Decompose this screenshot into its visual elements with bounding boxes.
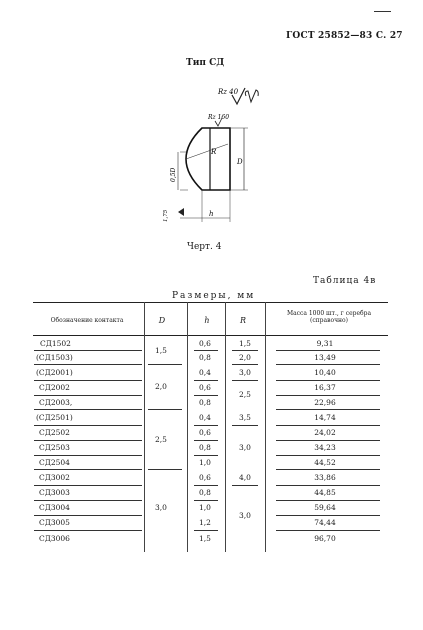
cell-h: 0,6 <box>199 428 211 437</box>
row-rule <box>34 455 142 456</box>
cell-D: 1,5 <box>155 346 167 355</box>
cell-rule <box>276 425 380 426</box>
cell-mass: 33,86 <box>314 473 336 482</box>
row-name: СД2503 <box>39 443 70 452</box>
dim-h-label: h <box>209 210 214 218</box>
cell-D: 2,0 <box>155 382 167 391</box>
cell-h: 1,0 <box>199 503 211 512</box>
table-header-rule <box>33 335 388 336</box>
type-label: Тип СД <box>186 58 225 68</box>
dimension-h <box>180 190 230 222</box>
roughness-symbol-small <box>207 114 229 126</box>
col-divider <box>265 302 266 552</box>
cell-rule <box>276 515 380 516</box>
cell-rule <box>276 350 380 351</box>
cell-rule <box>194 500 218 501</box>
cell-h: 0,4 <box>199 368 211 377</box>
contact-drawing <box>140 82 280 232</box>
cell-mass: 44,85 <box>314 488 336 497</box>
cell-h: 0,6 <box>199 339 211 348</box>
cell-rule <box>232 380 258 381</box>
dimension-D <box>230 128 248 190</box>
row-name: СД3006 <box>39 534 70 543</box>
row-name: СД2003, <box>39 398 73 407</box>
cell-rule <box>232 425 258 426</box>
cell-rule <box>276 364 380 365</box>
roughness-symbol-top <box>217 88 258 104</box>
top-rule <box>374 11 391 12</box>
cell-rule <box>232 350 258 351</box>
row-rule <box>34 350 142 351</box>
col-header-h: h <box>204 316 210 325</box>
cell-mass: 9,31 <box>316 339 334 348</box>
cell-h: 0,6 <box>199 473 211 482</box>
cell-rule <box>194 395 218 396</box>
row-rule <box>34 485 142 486</box>
cell-rule <box>194 485 218 486</box>
cell-R: 4,0 <box>239 473 251 482</box>
row-rule <box>34 425 142 426</box>
cell-rule <box>194 350 218 351</box>
cell-rule <box>194 425 218 426</box>
cell-h: 0,6 <box>199 383 211 392</box>
cell-mass: 13,49 <box>314 353 336 362</box>
cell-R: 1,5 <box>239 339 251 348</box>
cell-rule <box>194 455 218 456</box>
row-name: СД1502 <box>40 339 71 348</box>
cell-mass: 22,96 <box>314 398 336 407</box>
row-rule <box>34 469 142 470</box>
dimensions-heading: Размеры, мм <box>172 291 256 301</box>
dim-D-label: D <box>237 158 243 166</box>
col-header-name: Обозначение контакта <box>50 317 124 324</box>
cell-rule <box>194 530 218 531</box>
cell-h: 0,8 <box>199 398 211 407</box>
col-divider <box>225 302 226 552</box>
row-name: СД3004 <box>39 503 70 512</box>
cell-rule <box>194 440 218 441</box>
cell-D: 3,0 <box>155 503 167 512</box>
group-rule <box>148 364 182 365</box>
cell-R: 2,0 <box>239 353 251 362</box>
cell-mass: 34,23 <box>314 443 336 452</box>
row-rule <box>34 440 142 441</box>
cell-rule <box>276 530 380 531</box>
cell-h: 0,4 <box>199 413 211 422</box>
cell-rule <box>276 500 380 501</box>
figure-caption: Черт. 4 <box>187 242 222 252</box>
row-name: СД3002 <box>39 473 70 482</box>
rz-small-label: Rz 160 <box>208 114 230 121</box>
row-name: СД2504 <box>39 458 70 467</box>
row-name: СД3005 <box>39 518 70 527</box>
row-rule <box>34 395 142 396</box>
cell-rule <box>232 485 258 486</box>
cell-mass: 10,40 <box>314 368 336 377</box>
table-label: Таблица 4в <box>313 276 377 286</box>
cell-h: 0,8 <box>199 488 211 497</box>
cell-rule <box>194 380 218 381</box>
dimension-half-D <box>170 152 178 190</box>
cell-mass: 24,02 <box>314 428 336 437</box>
cell-mass: 96,70 <box>314 534 336 543</box>
row-rule <box>34 515 142 516</box>
cell-h: 0,8 <box>199 443 211 452</box>
row-name: СД2002 <box>39 383 70 392</box>
cell-rule <box>276 395 380 396</box>
col-header-D: D <box>158 316 166 325</box>
cell-rule <box>232 364 258 365</box>
cell-R: 3,5 <box>239 413 251 422</box>
row-name: СД2502 <box>39 428 70 437</box>
angle-mark <box>163 208 184 222</box>
row-rule <box>34 409 142 410</box>
row-name: СД3003 <box>39 488 70 497</box>
cell-h: 1,0 <box>199 458 211 467</box>
col-header-mass: Масса 1000 шт., г серебра (справочно) <box>286 310 372 324</box>
col-divider <box>187 302 188 552</box>
cell-mass: 44,52 <box>314 458 336 467</box>
cell-R: 2,5 <box>239 390 251 399</box>
row-rule <box>34 530 142 531</box>
cell-h: 0,8 <box>199 353 211 362</box>
cell-mass: 14,74 <box>314 413 336 422</box>
dim-angle-label: 1,75 <box>163 209 169 222</box>
cell-R: 3,0 <box>239 368 251 377</box>
row-name: (СД1503) <box>36 353 73 362</box>
cell-R: 3,0 <box>239 443 251 452</box>
cell-mass: 59,64 <box>314 503 336 512</box>
cell-R: 3,0 <box>239 511 251 520</box>
row-rule <box>34 500 142 501</box>
cell-h: 1,2 <box>199 518 211 527</box>
cell-mass: 16,37 <box>314 383 336 392</box>
cell-D: 2,5 <box>155 435 167 444</box>
dim-half-D-label: 0,5D <box>170 167 177 182</box>
cell-mass: 74,44 <box>314 518 336 527</box>
cell-rule <box>276 380 380 381</box>
cell-h: 1,5 <box>199 534 211 543</box>
cell-rule <box>276 485 380 486</box>
contact-outline <box>180 128 230 190</box>
row-name: (СД2501) <box>36 413 73 422</box>
rz-top-label: Rz 40 <box>218 88 239 96</box>
cell-rule <box>276 469 380 470</box>
row-name: (СД2001) <box>36 368 73 377</box>
page-header: ГОСТ 25852—83 С. 27 <box>286 31 403 41</box>
col-header-R: R <box>239 316 247 325</box>
table-top-rule <box>33 302 388 303</box>
group-rule <box>148 409 182 410</box>
cell-rule <box>276 409 380 410</box>
cell-rule <box>276 455 380 456</box>
row-rule <box>34 364 142 365</box>
cell-rule <box>276 440 380 441</box>
row-rule <box>34 380 142 381</box>
dim-R-label: R <box>211 148 217 156</box>
col-divider <box>144 302 145 552</box>
group-rule <box>148 469 182 470</box>
